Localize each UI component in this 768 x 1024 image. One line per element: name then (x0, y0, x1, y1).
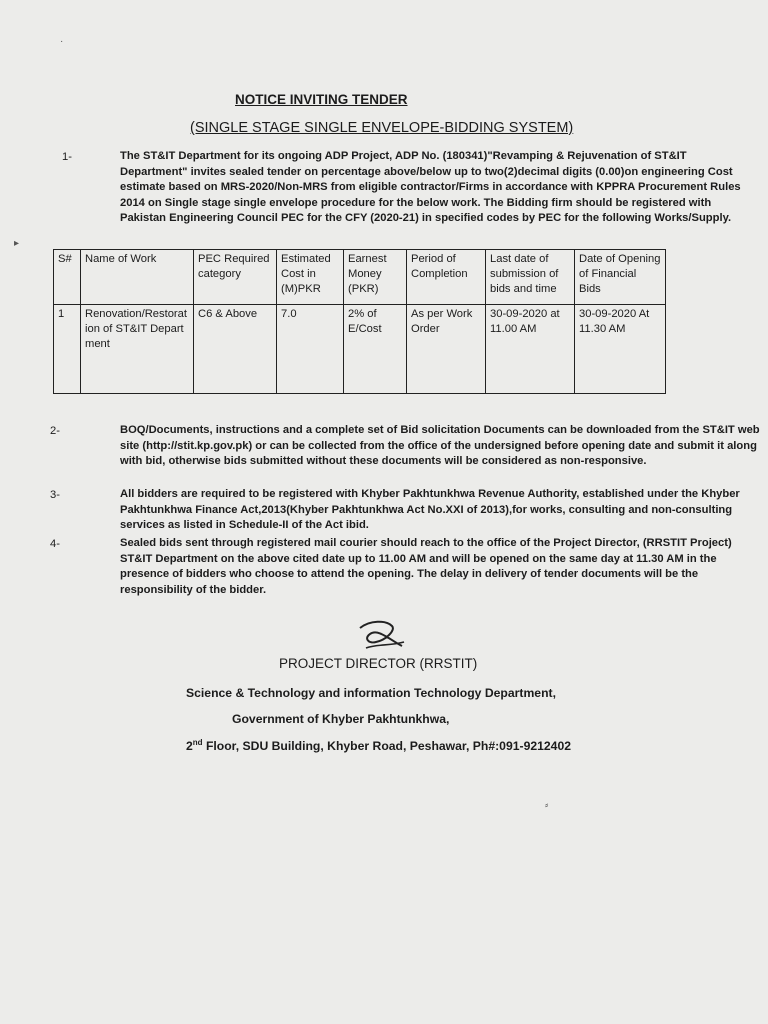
item-number: 1- (62, 151, 72, 163)
table-header-row (54, 250, 666, 305)
table-cell: C6 & Above (194, 305, 277, 394)
scan-speck: ▸ (14, 238, 20, 249)
scan-speck: · (60, 36, 64, 47)
table-cell: 1 (54, 305, 81, 394)
table-cell: 30-09-2020 at 11.00 AM (486, 305, 575, 394)
table-cell: As per Work Order (407, 305, 486, 394)
notice-subtitle: (SINGLE STAGE SINGLE ENVELOPE-BIDDING SYSTEM) (190, 120, 574, 136)
table-header-cell: Last date of submission of bids and time (486, 250, 575, 305)
table-header-cell: Name of Work (81, 250, 194, 305)
item-number: 3- (50, 489, 60, 501)
table-cell: 30-09-2020 At 11.30 AM (575, 305, 666, 394)
signatory-address (186, 738, 571, 753)
table-header-cell: Earnest Money (PKR) (344, 250, 407, 305)
table-row (54, 305, 666, 394)
table-header-cell: Period of Completion (407, 250, 486, 305)
table-header-cell: Estimated Cost in (M)PKR (277, 250, 344, 305)
table-cell: 7.0 (277, 305, 344, 394)
table-cell: 2% of E/Cost (344, 305, 407, 394)
item-number: 2- (50, 425, 60, 437)
signature-mark (356, 618, 408, 654)
address-rest: Floor, SDU Building, Khyber Road, Peshawar, Ph#:091-9212402 (202, 739, 572, 754)
address-superscript: nd (192, 738, 203, 747)
table-header-cell: Date of Opening of Financial Bids (575, 250, 666, 305)
tender-table (53, 249, 666, 394)
item-2-text: BOQ/Documents, instructions and a complete set of Bid solicitation Documents can be downloaded from the ST&IT web site (http://stit.kp.gov.pk) or can be collected from the office of the undersigned before opening date and submit it along with bid, otherwise bids submitted without these documents will be considered as non-responsive. (120, 424, 760, 468)
table-header-cell: PEC Required category (194, 250, 277, 305)
item-number: 4- (50, 538, 60, 550)
item-4-text: Sealed bids sent through registered mail courier should reach to the office of the Project Director, (RRSTIT Project) ST&IT Department on the above cited date up to 11.00 AM and will be opened on the same day at 11.30 AM in the presence of bidders who choose to attend the opening. The delay in delivery of tender documents will be the responsibility of the bidder. (120, 537, 732, 596)
scan-speck: ⸗ (545, 800, 549, 811)
item-3-text: All bidders are required to be registered with Khyber Pakhtunkhwa Revenue Authority, established under the Khyber Pakhtunkhwa Finance Act,2013(Khyber Pakhtunkhwa Act No.XXI of 2013),for works, consulting and non-consulting services as listed in Schedule-II of the Act ibid. (120, 488, 740, 532)
signatory-government: Government of Khyber Pakhtunkhwa, (232, 712, 450, 726)
notice-title: NOTICE INVITING TENDER (235, 92, 408, 107)
signatory-department: Science & Technology and information Technology Department, (186, 686, 556, 700)
table-cell: Renovation/Restoration of ST&IT Department (81, 305, 194, 394)
signatory-designation: PROJECT DIRECTOR (RRSTIT) (279, 656, 478, 671)
item-1-text: The ST&IT Department for its ongoing ADP Project, ADP No. (180341)"Revamping & Rejuvenation of ST&IT Department" invites sealed tender on percentage above/below up to two(2)decimal digits (0.00)on engineering Cost estimate based on MRS-2020/Non-MRS from eligible contractor/Firms in accordance with KPPRA Procurement Rules 2014 on Single stage single envelope procedure for the below work. The Bidding firm should be registered with Pakistan Engineering Council PEC for the CFY (2020-21) in specified codes by PEC for the following Works/Supply. (120, 150, 741, 225)
table-header-cell: S# (54, 250, 81, 305)
address-floor: 2 (186, 739, 193, 754)
